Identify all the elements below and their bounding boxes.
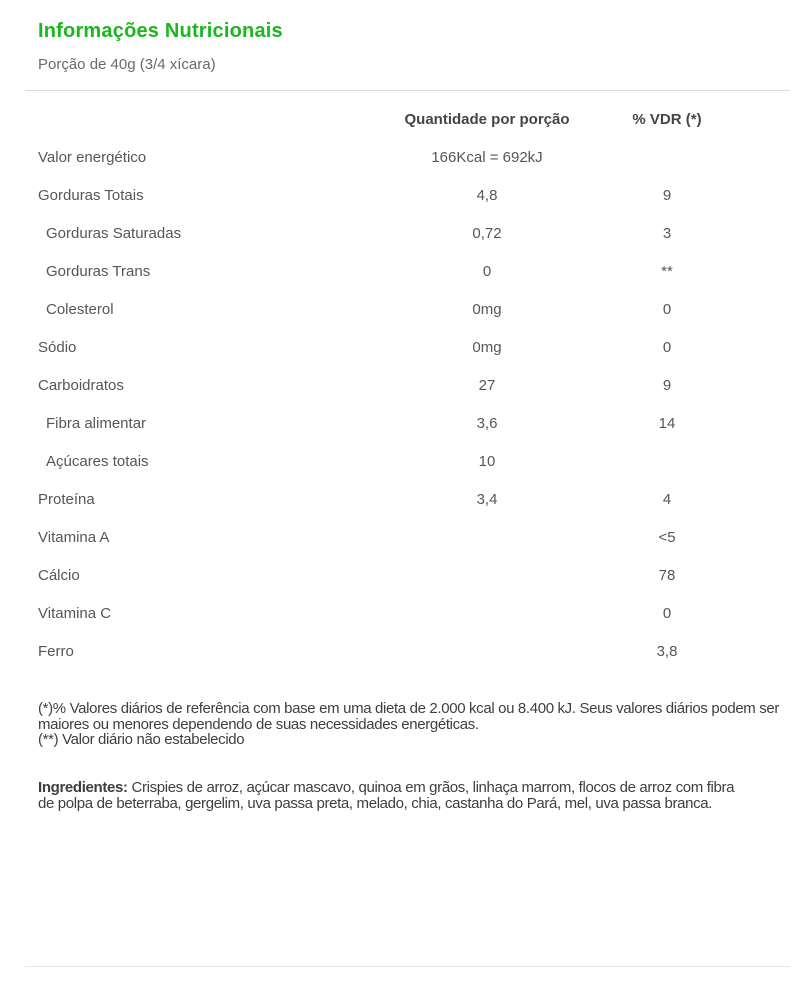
nutrient-amount: 27 [478,376,496,394]
serving-size: Porção de 40g (3/4 xícara) [38,56,216,73]
nutrient-dv: 3 [662,224,672,242]
nutrient-dv: 14 [658,414,676,432]
footnotes [38,701,780,748]
table-row-trans-fat [38,252,760,290]
nutrient-label: Gorduras Saturadas [46,224,182,242]
table-row-sodium [38,328,760,366]
nutrient-label: Proteína [38,490,95,508]
nutrient-amount: 0mg [472,338,502,356]
nutrient-label: Vitamina A [38,528,110,546]
table-header-row [38,100,760,138]
nutrient-label: Ferro [38,642,74,660]
nutrient-label: Sódio [38,338,77,356]
nutrient-dv: 9 [662,186,672,204]
table-row-carbohydrates [38,366,760,404]
nutrient-amount: 3,4 [476,490,498,508]
nutrient-amount: 10 [478,452,496,470]
page-title: Informações Nutricionais [38,20,283,42]
nutrient-amount: 3,6 [476,414,498,432]
nutrient-amount: 0mg [472,300,502,318]
nutrient-dv: 3,8 [656,642,678,660]
nutrient-label: Cálcio [38,566,80,584]
nutrient-dv: 0 [662,604,672,622]
nutrient-amount: 0 [482,262,492,280]
table-row-cholesterol [38,290,760,328]
nutrient-amount: 166Kcal = 692kJ [431,148,543,166]
nutrient-dv: 4 [662,490,672,508]
table-row-protein [38,480,760,518]
nutrient-dv: ** [661,262,673,280]
nutrient-label: Gorduras Totais [38,186,144,204]
nutrient-label: Valor energético [38,148,147,166]
table-row-fiber [38,404,760,442]
nutrient-label: Gorduras Trans [46,262,151,280]
nutrient-label: Colesterol [46,300,114,318]
nutrient-dv: 9 [662,376,672,394]
table-row-iron [38,632,760,670]
table-row-total-fat [38,176,760,214]
nutrition-table [38,100,760,670]
ingredients-label: Ingredientes: [38,778,128,796]
nutrient-amount: 0,72 [472,224,502,242]
nutrient-amount: 4,8 [476,186,498,204]
nutrient-dv: 78 [658,566,676,584]
not-established-note: (**) Valor diário não estabelecido [38,731,245,748]
nutrient-label: Fibra alimentar [46,414,147,432]
table-row-energy [38,138,760,176]
nutrient-label: Vitamina C [38,604,112,622]
table-row-total-sugars [38,442,760,480]
divider [25,90,790,91]
header-amount-per-serving: Quantidade por porção [404,110,570,128]
nutrient-label: Açúcares totais [46,452,149,470]
header-percent-dv: % VDR (*) [632,110,702,128]
ingredients-text: Crispies de arroz, açúcar mascavo, quinoa em grãos, linhaça marrom, flocos de arroz com fibra de polpa de beterraba, gergelim, uva passa preta, melado, chia, castanha do Pará, mel, uva passa branca. [38,778,735,812]
nutrient-dv: 0 [662,300,672,318]
table-row-calcium [38,556,760,594]
table-row-vitamin-a [38,518,760,556]
table-row-vitamin-c [38,594,760,632]
nutrient-dv: 0 [662,338,672,356]
nutrient-label: Carboidratos [38,376,124,394]
nutrient-dv: <5 [658,528,676,546]
table-row-saturated-fat [38,214,760,252]
divider [25,966,790,967]
ingredients-section [38,780,748,812]
daily-values-note: (*)% Valores diários de referência com base em uma dieta de 2.000 kcal ou 8.400 kJ. Seus valores diários podem ser maiores ou menores dependendo de suas necessidades energéticas. [38,700,780,733]
